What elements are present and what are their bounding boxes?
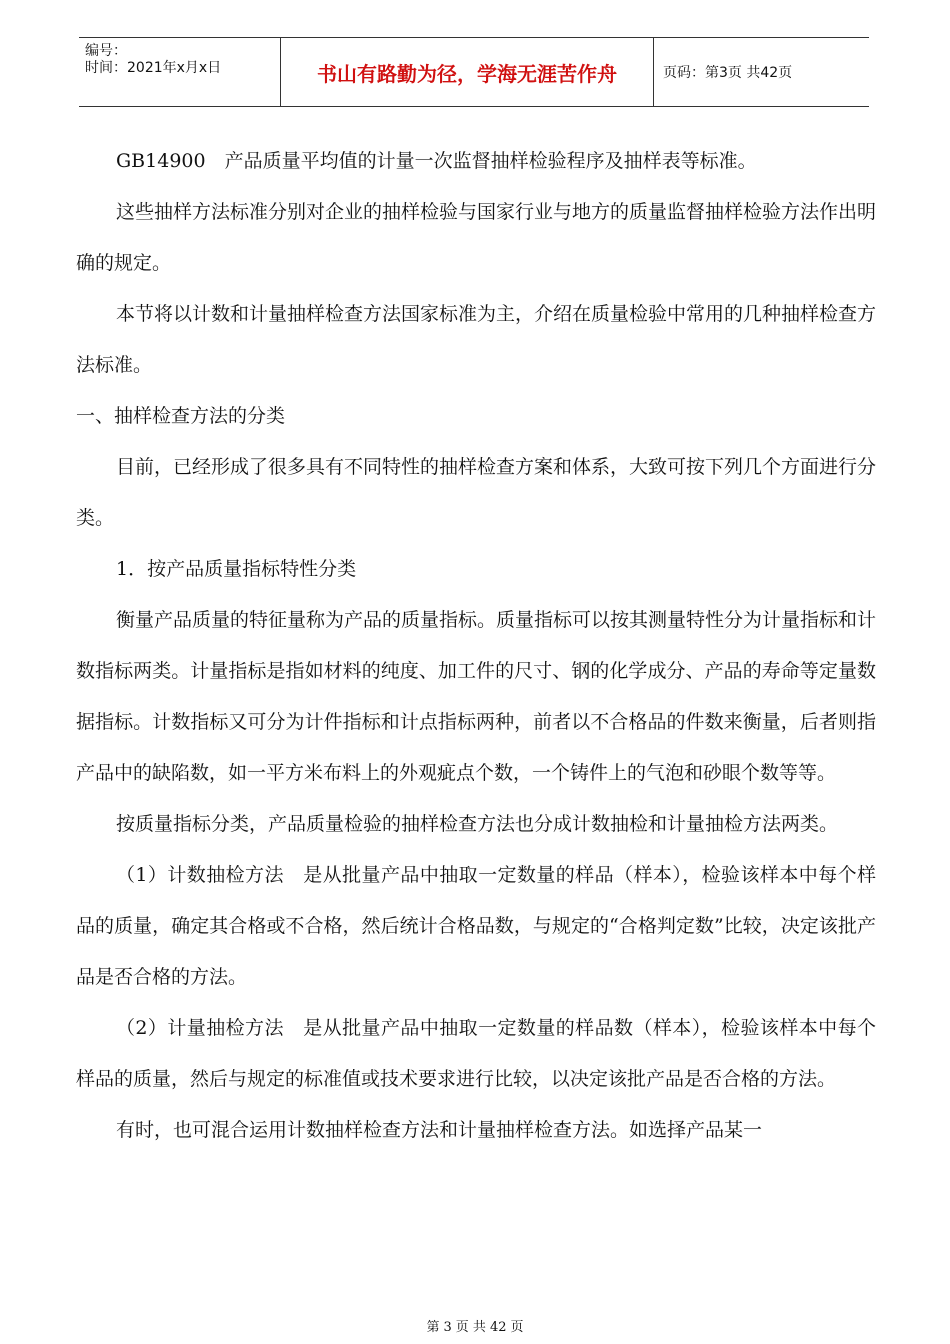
section-heading: 一、抽样检查方法的分类 [76,405,286,427]
footer-current-page: 3 [443,1320,452,1335]
paragraph: （2）计量抽检方法 是从批量产品中抽取一定数量的样品数（样本），检验该样本中每个样品的质量，然后与规定的标准值或技术要求进行比较，以决定该批产品是否合格的方法。 [76,1017,876,1090]
footer-total-pages: 42 [489,1320,507,1335]
number-label: 编号： [85,43,127,59]
header-meta [79,38,281,106]
footer-suffix: 页 [510,1320,524,1335]
paragraph: 目前，已经形成了很多具有不同特性的抽样检查方案和体系，大致可按下列几个方面进行分类。 [76,456,877,529]
page-footer [0,1316,950,1335]
page-header [79,37,869,107]
paragraph: 本节将以计数和计量抽样检查方法国家标准为主，介绍在质量检验中常用的几种抽样检查方法标准。 [76,303,877,376]
footer-prefix: 第 [426,1320,440,1335]
paragraph: GB14900 产品质量平均值的计量一次监督抽样检验程序及抽样表等标准。 [116,150,757,172]
subsection-heading: 1．按产品质量指标特性分类 [116,558,357,580]
paragraph: （1）计数抽检方法 是从批量产品中抽取一定数量的样品（样本），检验该样本中每个样品的质量，确定其合格或不合格，然后统计合格品数，与规定的“合格判定数”比较，决定该批产品是否合格的方法。 [76,864,876,988]
paragraph: 这些抽样方法标准分别对企业的抽样检验与国家行业与地方的质量监督抽样检验方法作出明确的规定。 [76,201,877,274]
time-label: 时间：2021年x月x日 [85,60,222,76]
paragraph: 按质量指标分类，产品质量检验的抽样检查方法也分成计数抽检和计量抽检方法两类。 [116,813,839,835]
paragraph: 有时，也可混合运用计数抽样检查方法和计量抽样检查方法。如选择产品某一 [116,1119,763,1141]
footer-mid: 页 共 [455,1320,486,1335]
header-page-info: 页码：第3页 共42页 [663,65,793,81]
paragraph: 衡量产品质量的特征量称为产品的质量指标。质量指标可以按其测量特性分为计量指标和计数指标两类。计量指标是指如材料的纯度、加工件的尺寸、钢的化学成分、产品的寿命等定量数据指标。计数指标又可分为计件指标和计点指标两种，前者以不合格品的件数来衡量，后者则指产品中的缺陷数，如一平方米布料上的外观疵点个数，一个铸件上的气泡和砂眼个数等等。 [76,609,877,784]
header-motto: 书山有路勤为径，学海无涯苦作舟 [281,38,654,106]
document-body [76,136,876,1156]
